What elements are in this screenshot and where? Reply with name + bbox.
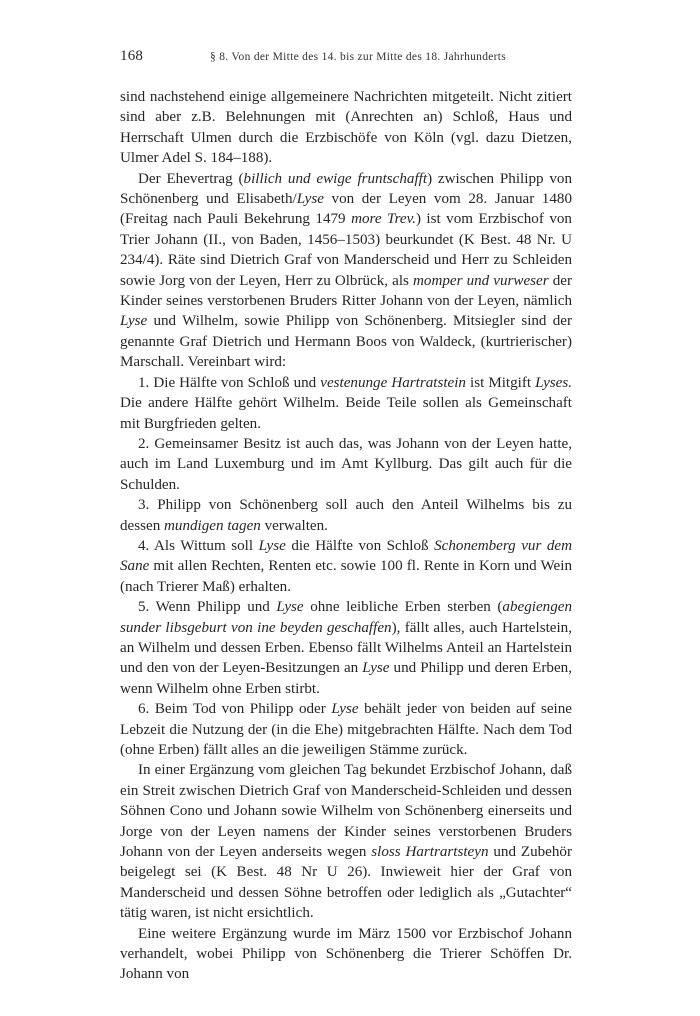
text-run: Die andere Hälfte gehört Wilhelm. Beide Teile sollen als Gemeinschaft mit Burgfrieden gelten. [120, 395, 572, 432]
list-item [120, 699, 572, 760]
quoted-term: Lyse [296, 191, 324, 208]
text-run: 1. Die Hälfte von Schloß und [138, 374, 321, 391]
list-item [120, 495, 572, 536]
text-run: Eine weitere Ergänzung wurde im März 1500 vor Erzbischof Johann verhandelt, wobei Philipp von Schönenberg die Trierer Schöffen Dr. Johann von [120, 925, 572, 983]
quoted-term: Lyse [331, 701, 359, 718]
quoted-term: sloss Hartrartsteyn [371, 844, 489, 861]
text-run: und Wilhelm, sowie Philipp von Schönenberg. Mitsiegler sind der genannte Graf Dietrich und Hermann Boos von Waldeck, (kurtrierischer) Marschall. Vereinbart wird: [120, 313, 572, 371]
paragraph-intro [120, 87, 572, 169]
text-run: Der Ehevertrag ( [138, 170, 244, 187]
text-run: der Kinder seines verstorbenen Bruders Ritter Johann von der Leyen, nämlich [120, 272, 572, 310]
text-run: von der Leyen vom 28. Januar 1480 (Freitag nach Pauli Bekehrung 1479 [120, 191, 572, 228]
quoted-term: billich und ewige fruntschafft [243, 170, 428, 187]
text-run: und Zubehör beigelegt sei (K Best. 48 Nr U 26). Inwieweit hier der Graf von Manderscheid und dessen Söhne betroffen oder lediglich als „Gutachter“ tätig waren, ist nicht ersichtlich. [120, 844, 572, 922]
quoted-term: more Trev. [351, 211, 416, 228]
body-text [120, 87, 572, 985]
quoted-term: mundigen tagen [164, 517, 261, 534]
text-run: ist Mitgift [465, 374, 536, 391]
paragraph-supplement [120, 760, 572, 923]
text-run: 3. Philipp von Schönenberg soll auch den Anteil Wilhelms bis zu dessen [120, 497, 572, 534]
list-item [120, 434, 572, 495]
page-number: 168 [120, 48, 144, 64]
text-run: In einer Ergänzung vom gleichen Tag bekundet Erzbischof Johann, daß ein Streit zwischen Dietrich Graf von Manderscheid-Schleiden und dessen Söhnen Cono und Johann sowie Wilhelm von Schönenberg einerseits und Jorge von der Leyen namens der Kinder seines verstorbenen Bruders Johann von der Leyen anderseits wegen [120, 762, 572, 861]
text-run: ohne leibliche Erben sterben ( [303, 599, 503, 616]
text-run: ) ist vom Erzbischof von Trier Johann (II., von Baden, 1456–1503) beurkundet (K Best. 48 Nr. U 234/4). Räte sind Dietrich Graf von Manderscheid und Herr zu Schleiden sowie Jorg von der Leyen, Herr zu Olbrück, als [120, 211, 572, 289]
list-item [120, 597, 572, 699]
text-run: ), fällt alles, auch Hartelstein, an Wilhelm und dessen Erben. Ebenso fällt Wilhelms Anteil an Hartelstein und den von der Leyen-Besitzungen an [120, 619, 572, 677]
text-run: die Hälfte von Schloß [285, 537, 435, 554]
list-item [120, 536, 572, 597]
quoted-term: momper und vurweser [413, 272, 549, 289]
text-run: ) zwischen Philipp von Schönenberg und Elisabeth/ [120, 170, 573, 208]
text-run: und Philipp und deren Erben, wenn Wilhelm ohne Erben stirbt. [120, 660, 572, 697]
paragraph-marriage-contract [120, 169, 572, 373]
quoted-term: Lyse [362, 660, 390, 677]
text-run: 6. Beim Tod von Philipp oder [138, 701, 332, 718]
quoted-term: Lyse [276, 599, 304, 616]
quoted-term: vestenunge Hartratstein [320, 374, 466, 391]
text-run: sind nachstehend einige allgemeinere Nachrichten mitgeteilt. Nicht zitiert sind aber z.B. Belehnungen mit (Anrechten an) Schloß, Haus und Herrschaft Ulmen durch die Erzbischöfe von Köln (vgl. dazu Dietzen, Ulmer Adel S. 184–188). [120, 89, 572, 167]
paragraph-further-supplement [120, 924, 572, 985]
quoted-term: Lyse [258, 537, 286, 554]
quoted-term: Lyse [120, 313, 148, 330]
text-run: mit allen Rechten, Renten etc. sowie 100 fl. Rente in Korn und Wein (nach Trierer Maß) erhalten. [120, 558, 572, 595]
text-run: behält jeder von beiden auf seine Lebzeit die Nutzung der (in die Ehe) mitgebrachten Hälfte. Nach dem Tod (ohne Erben) fällt alles an die jeweiligen Stämme zurück. [120, 701, 572, 758]
text-run: 2. Gemeinsamer Besitz ist auch das, was Johann von der Leyen hatte, auch im Land Luxemburg und im Amt Kyllburg. Das gilt auch für die Schulden. [120, 435, 572, 493]
running-head: § 8. Von der Mitte des 14. bis zur Mitte des 18. Jahrhunderts [210, 51, 507, 63]
text-run: 4. Als Wittum soll [138, 537, 259, 554]
quoted-term: abegiengen sunder libsgeburt von ine beyden geschaffen [120, 599, 572, 636]
quoted-term: Schonemberg vur dem Sane [120, 537, 573, 575]
quoted-term: Lyses. [535, 374, 572, 391]
text-run: verwalten. [260, 517, 328, 534]
text-run: 5. Wenn Philipp und [138, 599, 277, 616]
list-item [120, 373, 572, 434]
